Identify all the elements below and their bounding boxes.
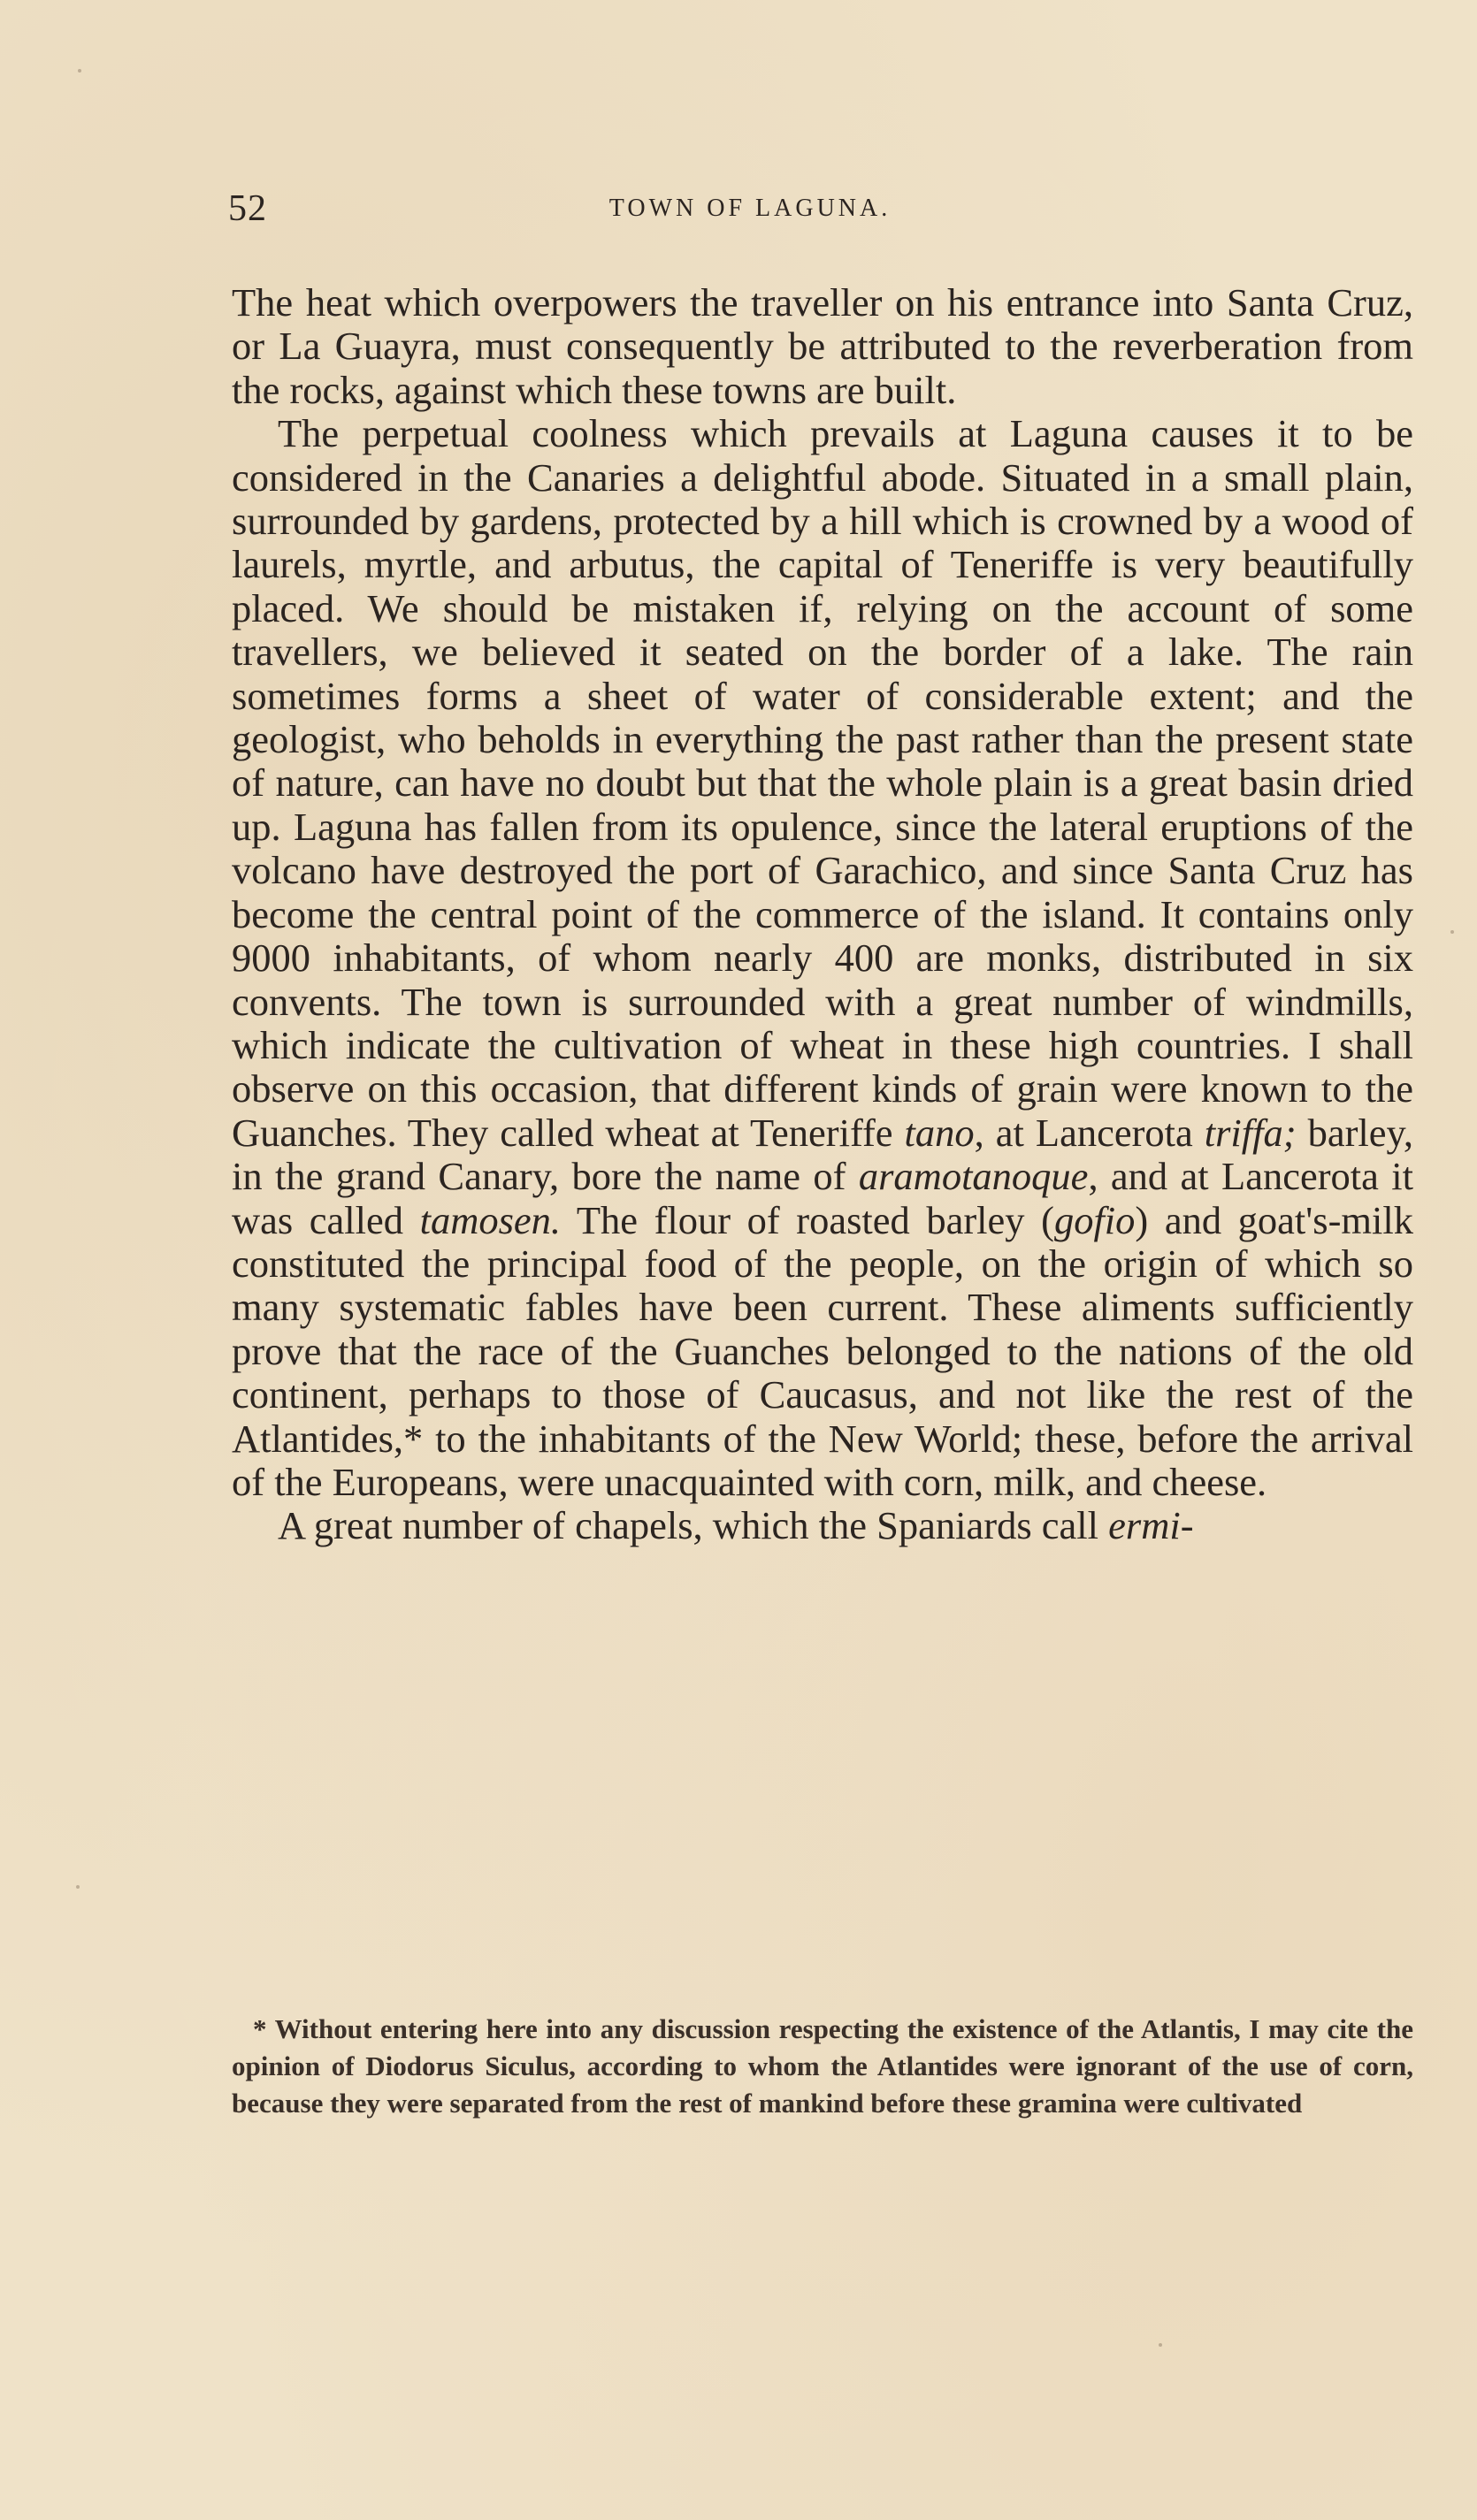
- word-triffa: triffa;: [1204, 1110, 1297, 1155]
- paragraph-3-text: A great number of chapels, which the Spaniards call: [278, 1503, 1109, 1548]
- footnote-text: * Without entering here into any discussion respecting the existence of the Atlantis, I may cite the opinion of Diodorus Siculus, according to whom the Atlantides were ignorant of the use of corn, because they were separated from the rest of mankind before these gramina were cultivated: [232, 2013, 1413, 2119]
- footnote: [232, 2011, 1413, 2122]
- paragraph-2-text-b: , at Lancerota: [974, 1110, 1205, 1155]
- body-text: [232, 281, 1413, 1548]
- word-tamosen: tamosen.: [419, 1197, 562, 1242]
- paragraph-2-text-f: ) and goat's-milk constituted the principal food of the people, on the origin of which so many systematic fables have been current. These aliments sufficiently prove that the race of the Guanches belonged to the nations of the old continent, perhaps to those of Caucasus, and not like the rest of the Atlantides,* to the inhabitants of the New World; these, before the arrival of the Europeans, were unacquainted with corn, milk, and cheese.: [232, 1197, 1413, 1504]
- paper-speck: [1159, 2343, 1162, 2347]
- word-ermi: ermi-: [1108, 1503, 1194, 1548]
- paragraph-2-text-c: barley, in the grand Canary, bore the name of: [232, 1110, 1414, 1199]
- paper-speck: [1450, 930, 1454, 934]
- paper-speck: [78, 69, 81, 73]
- paragraph-2-text-e: The flour of roasted barley (: [561, 1197, 1054, 1242]
- paragraph-1: The heat which overpowers the traveller on his entrance into Santa Cruz, or La Guayra, must consequently be attributed to the reverberation from the rocks, against which these towns are built.: [232, 280, 1413, 412]
- page-number: 52: [228, 188, 267, 229]
- page-header: [228, 187, 1413, 241]
- running-head: TOWN OF LAGUNA.: [608, 195, 892, 222]
- paragraph-2-text-a: The perpetual coolness which prevails at Laguna causes it to be considered in the Canaries a delightful abode. Situated in a small plain, surrounded by gardens, protected by a hill which is crowned by a wood of laurels, myrtle, and arbutus, the capital of Teneriffe is very beautifully placed. We should be mistaken if, relying on the account of some travellers, we believed it seated on the border of a lake. The rain sometimes forms a sheet of water of considerable extent; and the geologist, who beholds in everything the past rather than the present state of nature, can have no doubt but that the whole plain is a great basin dried up. Laguna has fallen from its opulence, since the lateral eruptions of the volcano have destroyed the port of Garachico, and since Santa Cruz has become the central point of the commerce of the island. It contains only 9000 inhabitants, of whom nearly 400 are monks, distributed in six convents. The town is surrounded with a great number of windmills, which indicate the cultivation of wheat in these high countries. I shall observe on this occasion, that different kinds of grain were known to the Guanches. They called wheat at Teneriffe: [232, 411, 1413, 1155]
- paper-speck: [76, 1885, 80, 1889]
- paragraph-2-text-d: , and at Lancerota it was called: [232, 1154, 1413, 1242]
- word-gofio: gofio: [1053, 1197, 1136, 1242]
- paragraph-2: [232, 412, 1413, 1504]
- word-aramotanoque: aramotanoque: [858, 1154, 1089, 1199]
- word-tano: tano: [904, 1110, 975, 1155]
- paragraph-3: [232, 1504, 1413, 1547]
